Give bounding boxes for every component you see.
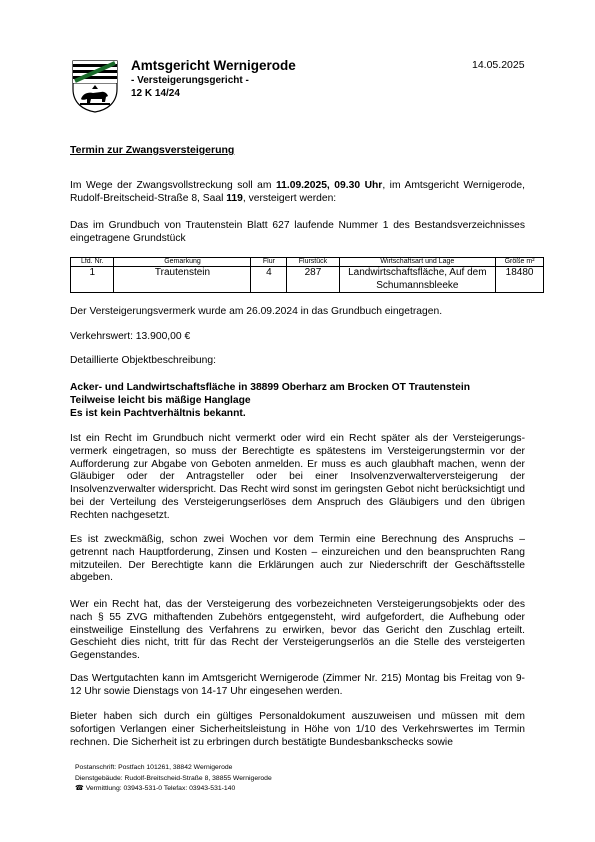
cell-flurstueck: 287 (287, 267, 339, 293)
plot-table (70, 257, 544, 293)
col-header-gemarkung: Gemarkung (114, 258, 251, 267)
footer-phone: Vermittlung: 03943-531-0 Telefax: 03943-531-140 (85, 785, 236, 792)
table-header-row (71, 258, 544, 267)
col-header-groesse: Größe m² (496, 258, 544, 267)
footer-postal-address: Postanschrift: Postfach 101261, 38842 Wernigerode (75, 764, 233, 771)
col-header-flur: Flur (251, 258, 287, 267)
description-line: Teilweise leicht bis mäßige Hanglage (70, 395, 251, 406)
court-subtitle: - Versteigerungsgericht - (131, 75, 249, 86)
intro-text-a: Im Wege der Zwangsvollstreckung soll am (70, 180, 276, 191)
cell-lfd-nr: 1 (71, 267, 114, 293)
claim-calculation-paragraph: Es ist zweckmäßig, schon zwei Wochen vor dem Termin eine Berechnung des Anspruchs – getrennt nach Hauptforderung, Zinsen und Kosten – einzureichen und den beanspruchten Rang mitzuteilen. Der Berechtigte kann die Erklärungen auch zur Niederschrift der Geschäftsstelle abgeben. (70, 534, 525, 584)
object-description (70, 381, 540, 420)
cell-gemarkung: Trautenstein (114, 267, 251, 293)
auction-datetime: 11.09.2025, 09.30 Uhr (275, 180, 383, 191)
footer-building-address: Dienstgebäude: Rudolf-Breitscheid-Straße 8, 38855 Wernigerode (75, 774, 272, 782)
footer-phone-line (75, 784, 272, 795)
intro-paragraph (70, 180, 525, 206)
col-header-flurstueck: Flurstück (287, 258, 339, 267)
col-header-wirtschaftsart: Wirtschaftsart und Lage (339, 258, 496, 267)
document-heading: Termin zur Zwangsversteigerung (70, 144, 235, 156)
file-number: 12 K 14/24 (131, 88, 180, 99)
appraisal-paragraph: Das Wertgutachten kann im Amtsgericht Wernigerode (Zimmer Nr. 215) Montag bis Freitag von 9-12 Uhr sowie Dienstags von 14-17 Uhr eingesehen werden. (70, 673, 525, 697)
bidders-paragraph: Bieter haben sich durch ein gültiges Personaldokument auszuweisen und müssen mit dem sofortigen Verlangen einer Sicherheitsleistung in Höhe von 1/10 des Verkehrswertes im Termin rechnen. Die Sicherheit ist zu erbringen durch bestätigte Bundesbankschecks sowie (70, 711, 525, 748)
description-line: Acker- und Landwirtschaftsfläche in 38899 Oberharz am Brocken OT Trautenstein (70, 382, 470, 393)
cell-flur: 4 (251, 267, 287, 293)
cell-groesse: 18480 (496, 267, 544, 293)
court-name: Amtsgericht Wernigerode (131, 58, 296, 73)
intro-text-c: , versteigert werden: (242, 192, 337, 204)
description-line: Es ist kein Pachtverhältnis bekannt. (70, 408, 246, 419)
document-date: 14.05.2025 (472, 59, 525, 71)
verkehrswert-text: Verkehrswert: 13.900,00 € (70, 331, 191, 342)
auction-room: 119 (226, 192, 243, 204)
detail-label: Detaillierte Objektbeschreibung: (70, 355, 216, 366)
rights-paragraph: Ist ein Recht im Grundbuch nicht vermerkt oder wird ein Recht später als der Versteigerungs-vermerk eingetragen, so muss der Berechtigte es spätestens im Versteigerungstermin vor der Aufforderung zur Abgabe von Geboten anmelden. Er muss es auch glaubhaft machen, wenn der Gläubiger oder der Antragsteller oder bei einer Insolvenzverwalterversteigerung der Insolvenzverwalter widerspricht. Das Recht wird sonst im geringsten Gebot nicht berücksichtigt und bei der Verteilung des Versteigerungserlöses dem Anspruch des Gläubigers und den übrigen Rechten nachgesetzt. (70, 433, 525, 521)
vermerk-text: Der Versteigerungsvermerk wurde am 26.09.2024 in das Grundbuch eingetragen. (70, 306, 443, 317)
cell-wirtschaftsart: Landwirtschaftsfläche, Auf dem Schumannsbleeke (339, 267, 496, 293)
intro-text-b: , im Amtsgericht Wernigerode, Rudolf-Breitscheid-Straße 8, Saal (70, 180, 525, 204)
land-register-paragraph: Das im Grundbuch von Trautenstein Blatt 627 laufende Nummer 1 des Bestandsverzeichnisses eingetragene Grundstück (70, 220, 525, 244)
phone-icon: ☎ (75, 785, 84, 792)
coat-of-arms-icon (71, 59, 119, 113)
footer (75, 763, 272, 795)
col-header-lfd-nr: Lfd. Nr. (71, 258, 114, 267)
table-row (71, 267, 544, 293)
objection-paragraph: Wer ein Recht hat, das der Versteigerung des vorbezeichneten Versteigerungsobjekts oder des nach § 55 ZVG mithaftenden Zubehörs entgegensteht, wird aufgefordert, die Aufhebung oder einstweilige Einstellung des Verfahrens zu erwirken, bevor das Gericht den Zuschlag erteilt. Geschieht dies nicht, tritt für das Recht der Versteigerungserlös an die Stelle des versteigerten Gegenstandes. (70, 599, 525, 662)
